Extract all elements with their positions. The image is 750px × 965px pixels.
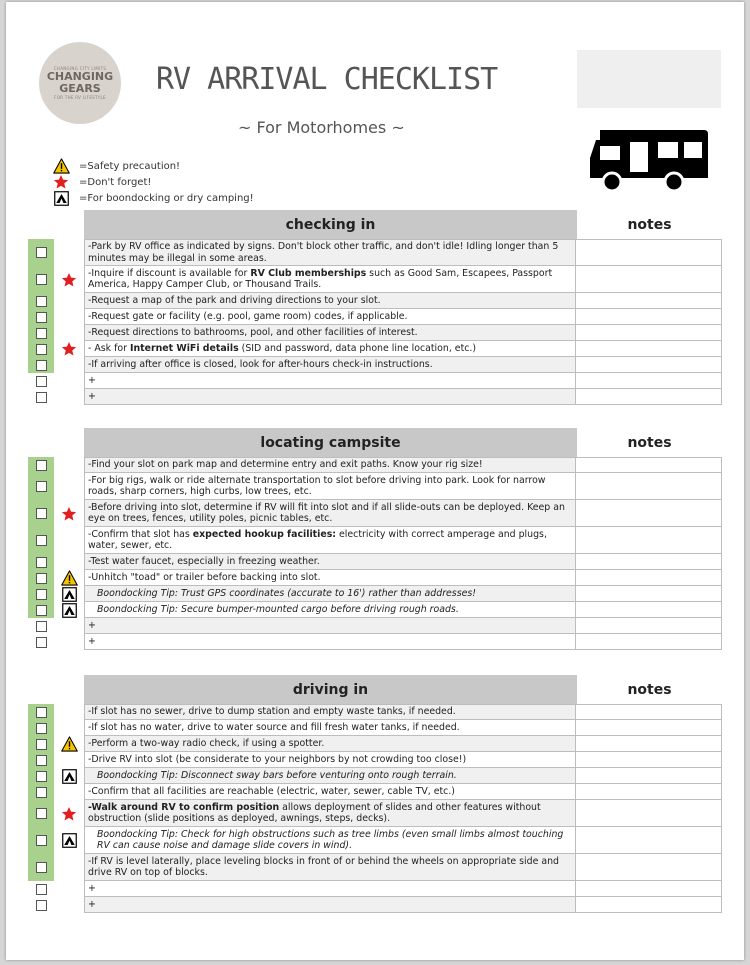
- checkbox[interactable]: [36, 557, 47, 568]
- item-text: [84, 239, 576, 266]
- checkbox[interactable]: [36, 900, 47, 911]
- checkbox[interactable]: [36, 312, 47, 323]
- notes-cell[interactable]: [576, 854, 722, 881]
- item-text: [84, 704, 576, 720]
- logo-bottom-text: FOR THE RV LIFESTYLE: [54, 95, 106, 100]
- checkbox[interactable]: [36, 637, 47, 648]
- notes-cell[interactable]: [576, 554, 722, 570]
- item-text-segment: electricity with correct amperage and plugs, water, sewer, etc.: [88, 528, 547, 551]
- tent-icon: [54, 586, 84, 602]
- checkbox-cell[interactable]: [28, 309, 54, 325]
- item-text: [84, 800, 576, 827]
- checkbox[interactable]: [36, 460, 47, 471]
- item-text-segment: -Unhitch "toad" or trailer before backing into slot.: [88, 571, 321, 583]
- checkbox-cell[interactable]: [28, 373, 54, 389]
- notes-cell[interactable]: [576, 239, 722, 266]
- checkbox[interactable]: [36, 739, 47, 750]
- notes-header: notes: [627, 682, 672, 698]
- checkbox[interactable]: [36, 621, 47, 632]
- notes-cell[interactable]: [576, 618, 722, 634]
- notes-cell[interactable]: [576, 527, 722, 554]
- item-text: [84, 854, 576, 881]
- checkbox[interactable]: [36, 605, 47, 616]
- icon-cell: [54, 389, 84, 405]
- logo-line2: GEARS: [59, 82, 101, 95]
- blank-row: [28, 389, 722, 405]
- item-text-segment: -Confirm that all facilities are reachable (electric, water, sewer, cable TV, etc.): [88, 785, 455, 797]
- item-text-segment: -Find your slot on park map and determine entry and exit paths. Know your rig size!: [88, 459, 483, 471]
- item-text: [84, 473, 576, 500]
- item-text-segment: such as Good Sam, Escapees, Passport America, Happy Camper Club, or Thousand Trails.: [88, 267, 553, 290]
- checklist-row: [28, 500, 722, 527]
- star-icon: [54, 500, 84, 527]
- checkbox-cell[interactable]: [28, 602, 54, 618]
- checkbox[interactable]: [36, 835, 47, 846]
- checklist-row: [28, 752, 722, 768]
- checklist-row: [28, 293, 722, 309]
- legend-item: [51, 190, 254, 206]
- notes-header: notes: [627, 435, 672, 451]
- notes-cell[interactable]: [576, 602, 722, 618]
- checkbox-cell[interactable]: [28, 618, 54, 634]
- item-text-segment: +: [88, 898, 96, 910]
- notes-cell[interactable]: [576, 341, 722, 357]
- checkbox[interactable]: [36, 247, 47, 258]
- notes-cell[interactable]: [576, 325, 722, 341]
- logo-top-text: CHANGING CITY LIMITS: [53, 66, 107, 71]
- icon-cell: [54, 373, 84, 389]
- item-text-segment: -Park by RV office as indicated by signs. Don't block other traffic, and don't idle! Idling longer than 5 minutes may be illegal in some areas.: [88, 241, 559, 264]
- checklist-row: [28, 827, 722, 854]
- item-text-segment: -Request gate or facility (e.g. pool, game room) codes, if applicable.: [88, 310, 408, 322]
- notes-cell[interactable]: [576, 500, 722, 527]
- section-checking-in: [28, 210, 722, 405]
- checkbox-cell[interactable]: [28, 527, 54, 554]
- icon-cell: [54, 784, 84, 800]
- checklist-row: [28, 704, 722, 720]
- checkbox[interactable]: [36, 360, 47, 371]
- notes-cell[interactable]: [576, 800, 722, 827]
- placeholder-box: [577, 50, 721, 108]
- notes-cell[interactable]: [576, 457, 722, 473]
- checklist-page: [6, 2, 744, 960]
- checkbox-cell[interactable]: [28, 897, 54, 913]
- checklist-row: [28, 736, 722, 752]
- item-text-segment: expected hookup facilities:: [192, 528, 337, 540]
- page-title: RV ARRIVAL CHECKLIST: [156, 62, 498, 97]
- tent-icon: [51, 190, 71, 206]
- icon-cell: [54, 881, 84, 897]
- motorhome-icon: [586, 128, 710, 194]
- notes-cell[interactable]: [576, 827, 722, 854]
- checkbox-cell[interactable]: [28, 634, 54, 650]
- item-text: [84, 357, 576, 373]
- item-text-segment: +: [88, 619, 96, 631]
- checkbox-cell[interactable]: [28, 293, 54, 309]
- blank-row: [28, 881, 722, 897]
- checkbox[interactable]: [36, 755, 47, 766]
- item-text: [84, 602, 576, 618]
- icon-cell: [54, 720, 84, 736]
- item-text: [84, 897, 576, 913]
- checklist-row: [28, 309, 722, 325]
- checkbox[interactable]: [36, 508, 47, 519]
- checkbox-cell[interactable]: [28, 554, 54, 570]
- checkbox[interactable]: [36, 771, 47, 782]
- tent-icon: [54, 827, 84, 854]
- item-text: [84, 634, 576, 650]
- icon-cell: [54, 897, 84, 913]
- item-text-segment: -Walk around RV to confirm position: [88, 801, 280, 813]
- item-text: [84, 752, 576, 768]
- icon-cell: [54, 357, 84, 373]
- item-text-segment: -Before driving into slot, determine if RV will fit into slot and if all slide-outs can be deployed. Keep an eye on trees, fences, utility poles, picnic tables, etc.: [88, 501, 565, 524]
- notes-cell[interactable]: [576, 768, 722, 784]
- checkbox[interactable]: [36, 787, 47, 798]
- notes-cell[interactable]: [576, 293, 722, 309]
- notes-cell[interactable]: [576, 736, 722, 752]
- section-title: driving in: [84, 675, 577, 704]
- checkbox[interactable]: [36, 344, 47, 355]
- checklist-row: [28, 720, 722, 736]
- checklist-row: [28, 457, 722, 473]
- logo: [39, 42, 121, 124]
- item-text: [84, 784, 576, 800]
- notes-cell[interactable]: [576, 586, 722, 602]
- notes-cell[interactable]: [576, 357, 722, 373]
- legend-text: =For boondocking or dry camping!: [79, 192, 254, 204]
- checkbox-cell[interactable]: [28, 266, 54, 293]
- icon-cell: [54, 618, 84, 634]
- icon-cell: [54, 309, 84, 325]
- blank-row: [28, 897, 722, 913]
- checkbox-cell[interactable]: [28, 341, 54, 357]
- warning-icon: [54, 736, 84, 752]
- checkbox-cell[interactable]: [28, 704, 54, 720]
- notes-cell[interactable]: [576, 881, 722, 897]
- checkbox-cell[interactable]: [28, 881, 54, 897]
- star-icon: [54, 800, 84, 827]
- checkbox[interactable]: [36, 535, 47, 546]
- checklist-row: [28, 239, 722, 266]
- checklist-row: [28, 357, 722, 373]
- legend-item: [51, 158, 254, 174]
- icon-cell: [54, 704, 84, 720]
- item-text-segment: Internet WiFi details: [129, 342, 239, 354]
- checkbox-cell[interactable]: [28, 325, 54, 341]
- icon-cell: [54, 239, 84, 266]
- item-text: [84, 618, 576, 634]
- star-icon: [54, 341, 84, 357]
- checklist-row: [28, 784, 722, 800]
- checkbox-cell[interactable]: [28, 570, 54, 586]
- item-text-segment: -If RV is level laterally, place leveling blocks in front of or behind the wheels on appropriate side and drive RV on top of blocks.: [88, 855, 559, 878]
- checkbox[interactable]: [36, 707, 47, 718]
- item-text: [84, 341, 576, 357]
- item-text: [84, 266, 576, 293]
- checkbox-cell[interactable]: [28, 752, 54, 768]
- icon-cell: [54, 325, 84, 341]
- item-text-segment: -Request a map of the park and driving directions to your slot.: [88, 294, 381, 306]
- notes-header: notes: [627, 217, 672, 233]
- item-text-segment: +: [88, 635, 96, 647]
- notes-cell[interactable]: [576, 784, 722, 800]
- checkbox-cell[interactable]: [28, 473, 54, 500]
- star-icon: [54, 266, 84, 293]
- notes-cell[interactable]: [576, 634, 722, 650]
- item-text: [84, 720, 576, 736]
- item-text: [84, 309, 576, 325]
- checklist-row: [28, 266, 722, 293]
- legend-text: =Safety precaution!: [79, 160, 181, 172]
- checklist-row: [28, 325, 722, 341]
- warning-icon: [51, 158, 71, 174]
- checkbox-cell[interactable]: [28, 357, 54, 373]
- checkbox-cell[interactable]: [28, 784, 54, 800]
- warning-icon: [54, 570, 84, 586]
- checkbox[interactable]: [36, 296, 47, 307]
- item-text-segment: Boondocking Tip: Trust GPS coordinates (accurate to 16') rather than addresses!: [97, 587, 476, 599]
- legend: [51, 158, 254, 206]
- checkbox-cell[interactable]: [28, 827, 54, 854]
- checklist-row: [28, 586, 722, 602]
- item-text: [84, 457, 576, 473]
- logo-line1: CHANGING: [46, 70, 114, 83]
- checkbox[interactable]: [36, 481, 47, 492]
- section-title: locating campsite: [84, 428, 577, 457]
- checkbox[interactable]: [36, 274, 47, 285]
- icon-cell: [54, 554, 84, 570]
- legend-text: =Don't forget!: [79, 176, 152, 188]
- item-text: [84, 768, 576, 784]
- checklist-row: [28, 527, 722, 554]
- checkbox[interactable]: [36, 392, 47, 403]
- item-text: [84, 554, 576, 570]
- item-text-segment: RV Club memberships: [250, 267, 367, 279]
- item-text-segment: -Drive RV into slot (be considerate to your neighbors by not crowding too close!): [88, 753, 467, 765]
- item-text-segment: -Perform a two-way radio check, if using a spotter.: [88, 737, 325, 749]
- icon-cell: [54, 457, 84, 473]
- item-text: [84, 586, 576, 602]
- item-text-segment: - Ask for: [88, 342, 130, 354]
- item-text: [84, 527, 576, 554]
- checkbox[interactable]: [36, 723, 47, 734]
- tent-icon: [54, 768, 84, 784]
- notes-cell[interactable]: [576, 373, 722, 389]
- notes-cell[interactable]: [576, 752, 722, 768]
- checkbox[interactable]: [36, 573, 47, 584]
- blank-row: [28, 618, 722, 634]
- item-text-segment: (SID and password, data phone line location, etc.): [238, 342, 477, 354]
- notes-cell[interactable]: [576, 570, 722, 586]
- checklist-row: [28, 800, 722, 827]
- checkbox-cell[interactable]: [28, 768, 54, 784]
- notes-cell[interactable]: [576, 266, 722, 293]
- item-text: [84, 325, 576, 341]
- icon-cell: [54, 293, 84, 309]
- item-text: [84, 736, 576, 752]
- checkbox-cell[interactable]: [28, 389, 54, 405]
- item-text-segment: -If slot has no water, drive to water source and fill fresh water tanks, if needed.: [88, 721, 460, 733]
- page-subtitle: ~ For Motorhomes ~: [238, 118, 405, 137]
- item-text-segment: -If arriving after office is closed, look for after-hours check-in instructions.: [88, 358, 433, 370]
- item-text-segment: Boondocking Tip: Check for high obstructions such as tree limbs (even small limbs almost touching RV can cause noise and damage slide covers in wind).: [97, 828, 564, 851]
- item-text: [84, 881, 576, 897]
- checkbox[interactable]: [36, 376, 47, 387]
- blank-row: [28, 373, 722, 389]
- checkbox-cell[interactable]: [28, 800, 54, 827]
- item-text: [84, 293, 576, 309]
- checkbox[interactable]: [36, 589, 47, 600]
- notes-cell[interactable]: [576, 389, 722, 405]
- notes-cell[interactable]: [576, 720, 722, 736]
- checklist-row: [28, 602, 722, 618]
- item-text: [84, 827, 576, 854]
- item-text-segment: +: [88, 374, 96, 386]
- item-text-segment: Boondocking Tip: Disconnect sway bars before venturing onto rough terrain.: [97, 769, 457, 781]
- item-text: [84, 570, 576, 586]
- checkbox[interactable]: [36, 862, 47, 873]
- notes-cell[interactable]: [576, 473, 722, 500]
- checklist-row: [28, 473, 722, 500]
- checkbox[interactable]: [36, 808, 47, 819]
- legend-item: [51, 174, 254, 190]
- tent-icon: [54, 602, 84, 618]
- checkbox[interactable]: [36, 328, 47, 339]
- item-text-segment: -Test water faucet, especially in freezing weather.: [88, 555, 320, 567]
- item-text: [84, 373, 576, 389]
- icon-cell: [54, 527, 84, 554]
- checkbox-cell[interactable]: [28, 457, 54, 473]
- notes-cell[interactable]: [576, 309, 722, 325]
- checkbox[interactable]: [36, 884, 47, 895]
- item-text-segment: -If slot has no sewer, drive to dump station and empty waste tanks, if needed.: [88, 706, 456, 718]
- item-text-segment: -Inquire if discount is available for: [88, 267, 251, 279]
- icon-cell: [54, 752, 84, 768]
- section-driving-in: [28, 675, 722, 913]
- item-text-segment: +: [88, 882, 96, 894]
- item-text-segment: Boondocking Tip: Secure bumper-mounted cargo before driving rough roads.: [97, 603, 459, 615]
- checkbox-cell[interactable]: [28, 736, 54, 752]
- checkbox-cell[interactable]: [28, 720, 54, 736]
- checkbox-cell[interactable]: [28, 500, 54, 527]
- item-text-segment: -Confirm that slot has: [88, 528, 193, 540]
- checklist-row: [28, 554, 722, 570]
- checklist-row: [28, 768, 722, 784]
- checkbox-cell[interactable]: [28, 586, 54, 602]
- item-text-segment: allows deployment of slides and other features without obstruction (slide positions as deployed, awnings, steps, decks).: [88, 801, 541, 824]
- notes-cell[interactable]: [576, 704, 722, 720]
- item-text: [84, 389, 576, 405]
- notes-cell[interactable]: [576, 897, 722, 913]
- checklist-row: [28, 570, 722, 586]
- section-title: checking in: [84, 210, 577, 239]
- item-text-segment: +: [88, 390, 96, 402]
- icon-cell: [54, 634, 84, 650]
- section-locating-campsite: [28, 428, 722, 650]
- icon-cell: [54, 854, 84, 881]
- blank-row: [28, 634, 722, 650]
- item-text: [84, 500, 576, 527]
- checkbox-cell[interactable]: [28, 239, 54, 266]
- checkbox-cell[interactable]: [28, 854, 54, 881]
- item-text-segment: -For big rigs, walk or ride alternate transportation to slot before driving into park. Look for narrow roads, sharp corners, high curbs, low trees, etc.: [88, 474, 546, 497]
- checklist-row: [28, 854, 722, 881]
- star-icon: [51, 174, 71, 190]
- item-text-segment: -Request directions to bathrooms, pool, and other facilities of interest.: [88, 326, 418, 338]
- checklist-row: [28, 341, 722, 357]
- icon-cell: [54, 473, 84, 500]
